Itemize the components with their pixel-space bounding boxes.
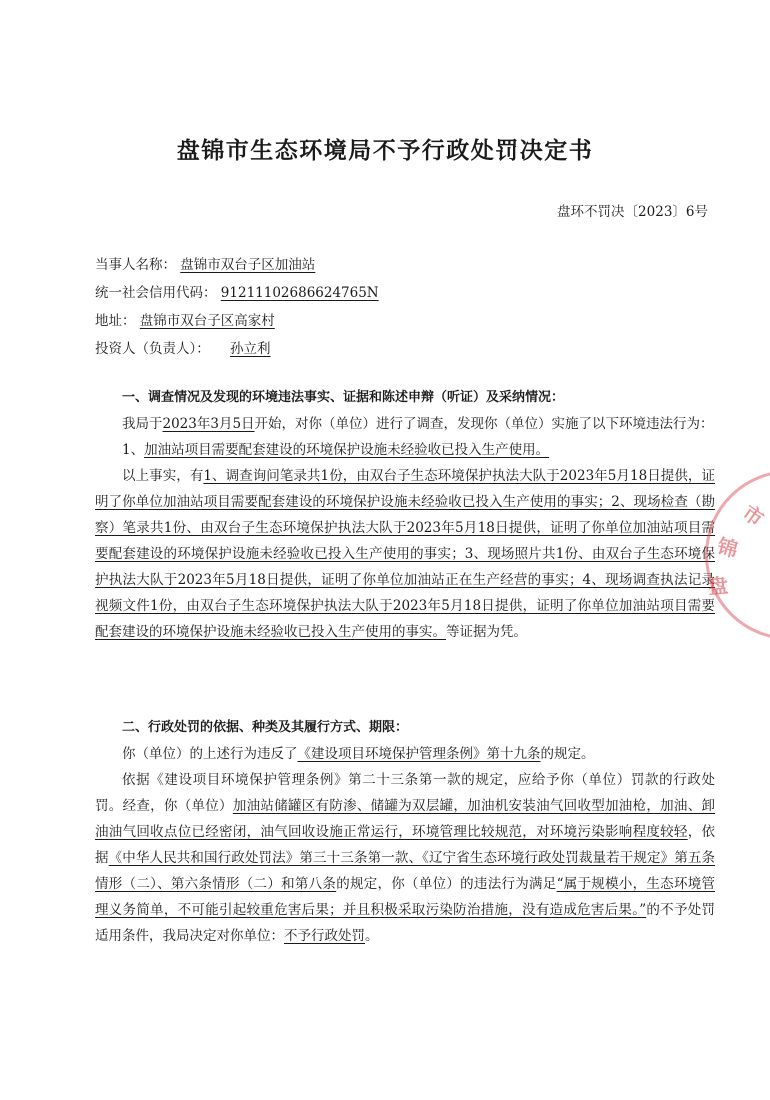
- decision: 不予行政处罚: [284, 928, 365, 944]
- section-penalty-basis: [95, 715, 715, 949]
- seal-char-1: 市: [738, 500, 769, 532]
- investor-row: [95, 339, 287, 359]
- party-name-value: 盘锦市双台子区加油站: [180, 257, 316, 273]
- section2-heading: 二、行政处罚的依据、种类及其履行方式、期限：: [122, 720, 409, 735]
- credit-code-row: [95, 283, 379, 303]
- section2-paragraph-2: 依据《建设项目环境保护管理条例》第二十三条第一款的规定，应给予你（单位）罚款的行政处罚。经查，你（单位）加油站储罐区有防渗、储罐为双层罐，加油机安装油气回收型加油枪，加油、卸油油气回收点位已经密闭，油气回收设施正常运行，环境管理比较规范，对环境污染影响程度较轻，依据《中华人民共和国行政处罚法》第三十三条第一款、《辽宁省生态环境行政处罚裁量若干规定》第五条情形（二）、第六条情形（二）和第八条的规定，你（单位）的违法行为满足“属于规模小，生态环境管理义务简单，不可能引起较重危害后果；并且积极采取污染防治措施，没有造成危害后果。”的不予处罚适用条件，我局决定对你单位：不予行政处罚。: [95, 772, 716, 944]
- evidence-list: 1、调查询问笔录共1份，由双台子生态环境保护执法大队于2023年5月18日提供，证明了你单位加油站项目需要配套建设的环境保护设施未经验收已投入生产使用的事实；2、现场检查（勘察）笔录共1份、由双台子生态环境保护执法大队于2023年5月18日提供，证明了你单位加油站项目需要配套建设的环境保护设施未经验收已投入生产使用的事实；3、现场照片共1份、由双台子生态环境保护执法大队于2023年5月18日提供，证明了你单位加油站正在生产经营的事实；4、现场调查执法记录视频文件1份，由双台子生态环境保护执法大队于2023年5月18日提供，证明了你单位加油站项目需要配套建设的环境保护设施未经验收已投入生产使用的事实。: [95, 468, 715, 640]
- seal-char-3: 盘: [707, 573, 730, 599]
- section1-paragraph-3: 以上事实，有1、调查询问笔录共1份，由双台子生态环境保护执法大队于2023年5月18日提供，证明了你单位加油站项目需要配套建设的环境保护设施未经验收已投入生产使用的事实；2、现场检查（勘察）笔录共1份、由双台子生态环境保护执法大队于2023年5月18日提供，证明了你单位加油站项目需要配套建设的环境保护设施未经验收已投入生产使用的事实；3、现场照片共1份、由双台子生态环境保护执法大队于2023年5月18日提供，证明了你单位加油站正在生产经营的事实；4、现场调查执法记录视频文件1份，由双台子生态环境保护执法大队于2023年5月18日提供，证明了你单位加油站项目需要配套建设的环境保护设施未经验收已投入生产使用的事实。等证据为凭。: [95, 468, 715, 640]
- violation-fact: 加油站项目需要配套建设的环境保护设施未经验收已投入生产使用。: [144, 442, 550, 458]
- credit-code-value: 91211102686624765N: [220, 285, 379, 301]
- investigation-date: 2023年3月5日: [162, 416, 255, 432]
- party-name-row: [95, 255, 315, 275]
- exemption-condition: “属于规模小，生态环境管理义务简单，不可能引起较重危害后果；并且积极采取污染防治措施，没有造成危害后果。”: [95, 876, 715, 918]
- document-number: 盘环不罚决〔2023〕6号: [557, 204, 708, 220]
- address-value: 盘锦市双台子区高家村: [139, 313, 275, 329]
- section2-paragraph-1: 你（单位）的上述行为违反了《建设项目环境保护管理条例》第十九条的规定。: [122, 746, 595, 762]
- violated-regulation: 《建设项目环境保护管理条例》第十九条: [297, 746, 541, 762]
- investor-value: 孙立利: [230, 341, 271, 357]
- site-conditions: 加油站储罐区有防渗、储罐为双层罐，加油机安装油气回收型加油枪，加油、卸油油气回收点位已经密闭，油气回收设施正常运行，环境管理比较规范，对环境污染影响程度较轻: [95, 798, 716, 840]
- section1-paragraph-2: 1、加油站项目需要配套建设的环境保护设施未经验收已投入生产使用。: [122, 442, 550, 458]
- document-title: 盘锦市生态环境局不予行政处罚决定书: [176, 138, 594, 164]
- legal-basis: 《中华人民共和国行政处罚法》第三十三条第一款、《辽宁省生态环境行政处罚裁量若干规定》第五条情形（二）、第六条情形（二）和第八条: [95, 850, 716, 892]
- party-name-label: 当事人名称：: [95, 257, 176, 273]
- section1-heading: 一、调查情况及发现的环境违法事实、证据和陈述申辩（听证）及采纳情况：: [122, 390, 565, 405]
- address-row: [95, 311, 275, 331]
- address-label: 地址：: [95, 313, 136, 329]
- credit-code-label: 统一社会信用代码：: [95, 285, 217, 301]
- section1-paragraph-1: 我局于2023年3月5日开始，对你（单位）进行了调查，发现你（单位）实施了以下环境违法行为：: [122, 416, 714, 432]
- seal-char-2: 锦: [714, 533, 741, 563]
- investor-label: 投资人（负责人）：: [95, 341, 210, 357]
- section-investigation: [95, 385, 715, 645]
